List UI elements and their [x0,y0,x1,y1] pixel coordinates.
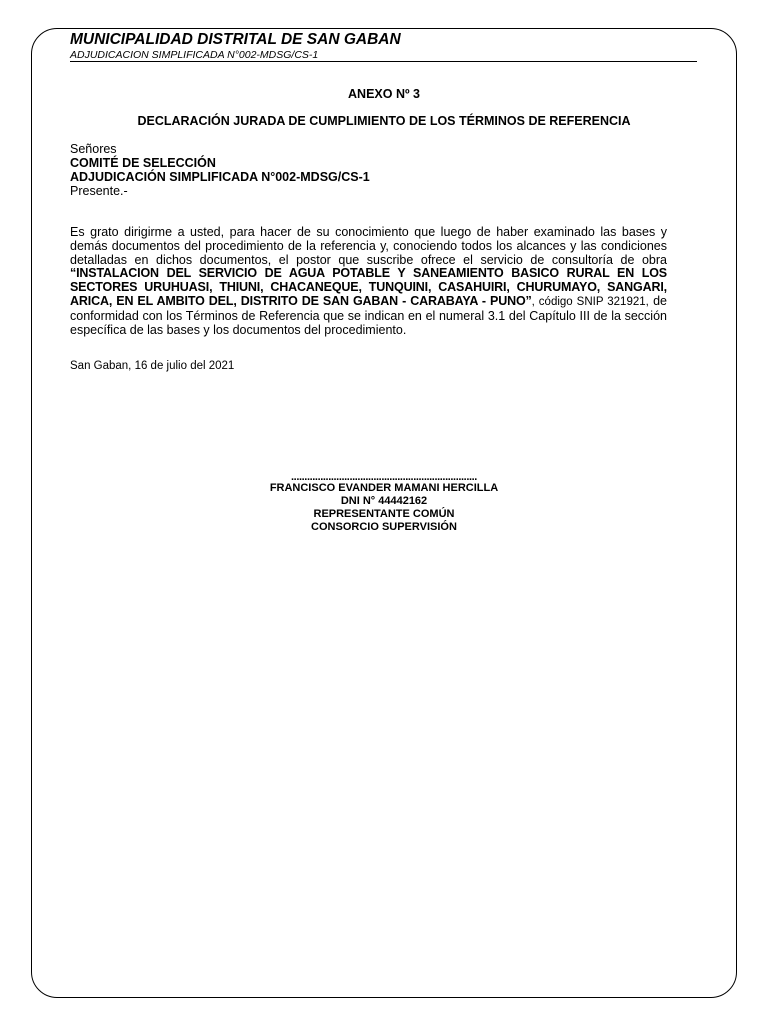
signer-name: FRANCISCO EVANDER MAMANI HERCILLA [269,482,499,494]
project-name: “INSTALACION DEL SERVICIO DE AGUA POTABLE Y SANEAMIENTO BASICO RURAL EN LOS SECTORES URUHUASI, THIUNI, CHACANEQUE, TUNQUINI, CASAHUIRI, CHURUMAYO, SANGARI, ARICA, EN EL AMBITO DEL, DISTRITO DE SAN GABAN - CARABAYA - PUNO” [70,266,667,308]
document-header [70,31,700,61]
annex-number: ANEXO Nº 3 [348,87,420,101]
body-intro: Es grato dirigirme a usted, para hacer de su conocimiento que luego de haber examinado las bases y demás documentos del procedimiento de la referencia y, conociendo todos los alcances y las condiciones detalladas en dichos documentos, el postor que suscribe ofrece el servicio de consultoría de obra [70,225,667,267]
salutation: Señores [70,142,117,156]
signer-dni: DNI N° 44442162 [340,495,428,507]
addressee-block [70,142,370,198]
document-heading: DECLARACIÓN JURADA DE CUMPLIMIENTO DE LOS TÉRMINOS DE REFERENCIA [137,114,631,128]
declaration-body [70,226,667,337]
committee-name: COMITÉ DE SELECCIÓN [70,156,216,170]
process-subtitle: ADJUDICACION SIMPLIFICADA N°002-MDSG/CS-1 [70,49,319,61]
signer-entity: CONSORCIO SUPERVISIÓN [311,521,457,533]
place-and-date: San Gaban, 16 de julio del 2021 [70,360,235,372]
municipality-title: MUNICIPALIDAD DISTRITAL DE SAN GABAN [70,31,401,48]
body-closing: de conformidad con los Términos de Referencia que se indican en el numeral 3.1 del Capítulo III de la sección específica de las bases y los documentos del procedimiento. [70,293,667,337]
signer-role: REPRESENTANTE COMÚN [313,508,455,520]
signature-line: ...................................................................... [291,471,477,483]
snip-code: , código SNIP 321921, [531,295,649,308]
presente-text: Presente.- [70,184,128,198]
process-name: ADJUDICACIÓN SIMPLIFICADA N°002-MDSG/CS-1 [70,170,370,184]
header-divider [70,61,697,62]
signature-block [220,472,548,534]
